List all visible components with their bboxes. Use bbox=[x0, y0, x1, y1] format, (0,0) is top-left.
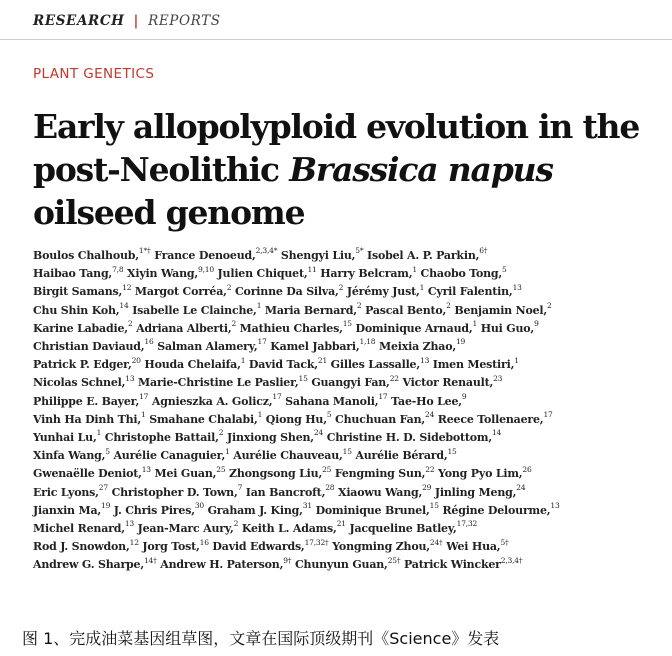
author-name[interactable]: Pascal Bento, bbox=[361, 303, 447, 317]
author-name[interactable]: Imen Mestiri, bbox=[429, 358, 515, 372]
author-affiliation: 24† bbox=[429, 537, 443, 547]
author-name[interactable]: Christopher D. Town, bbox=[107, 485, 238, 499]
author-affiliation: 14 bbox=[119, 300, 129, 310]
author-name[interactable]: Jean-Marc Aury, bbox=[134, 522, 234, 536]
author-affiliation: 19 bbox=[455, 337, 466, 347]
author-line bbox=[33, 320, 663, 338]
author-line bbox=[33, 411, 663, 429]
author-name[interactable]: Patrick Wincker bbox=[400, 558, 501, 572]
author-name[interactable]: Shengyi Liu, bbox=[277, 249, 356, 262]
author-name[interactable]: J. Chris Pires, bbox=[110, 503, 195, 517]
author-name[interactable]: Isobel A. P. Parkin, bbox=[363, 249, 480, 262]
header-divider bbox=[0, 39, 672, 40]
author-line bbox=[33, 465, 663, 483]
author-affiliation: 14† bbox=[143, 555, 157, 565]
author-name[interactable]: Jorg Tost, bbox=[138, 540, 200, 554]
author-affiliation: 5 bbox=[105, 446, 110, 456]
author-affiliation: 15 bbox=[447, 446, 457, 456]
author-affiliation: 17 bbox=[139, 391, 149, 401]
author-name[interactable]: Gilles Lassalle, bbox=[327, 358, 420, 372]
author-affiliation: 5† bbox=[500, 537, 509, 547]
author-line bbox=[33, 283, 663, 301]
author-name[interactable]: Eric Lyons, bbox=[33, 485, 99, 499]
author-name[interactable]: David Edwards, bbox=[208, 540, 305, 554]
author-affiliation: 1*† bbox=[138, 246, 151, 256]
subject-category: PLANT GENETICS bbox=[33, 66, 155, 82]
author-name[interactable]: France Denoeud, bbox=[150, 249, 256, 262]
author-affiliation: 1 bbox=[240, 355, 246, 365]
author-name[interactable]: Jacqueline Batley, bbox=[345, 522, 457, 536]
author-affiliation: 13 bbox=[550, 501, 560, 511]
author-affiliation: 21 bbox=[336, 519, 346, 529]
author-affiliation: 15 bbox=[342, 319, 352, 329]
author-name[interactable]: Mathieu Charles, bbox=[236, 321, 343, 335]
author-affiliation: 21 bbox=[317, 355, 328, 365]
author-line bbox=[33, 247, 663, 265]
author-name[interactable]: Cyril Falentin, bbox=[424, 285, 513, 299]
author-name[interactable]: Philippe E. Bayer, bbox=[33, 394, 140, 408]
author-line bbox=[33, 338, 663, 356]
author-name[interactable]: Christophe Battail, bbox=[101, 431, 219, 445]
author-name[interactable]: Dominique Arnaud, bbox=[351, 321, 473, 335]
author-name[interactable]: Patrick P. Edger, bbox=[33, 358, 132, 372]
author-affiliation: 26 bbox=[522, 464, 532, 474]
author-affiliation: 27 bbox=[98, 482, 108, 492]
author-affiliation: 16 bbox=[144, 337, 154, 347]
author-affiliation: 24 bbox=[425, 410, 435, 420]
author-name[interactable]: Julien Chiquet, bbox=[213, 267, 308, 281]
author-name[interactable]: Karine Labadie, bbox=[33, 321, 128, 335]
author-line bbox=[33, 520, 663, 538]
author-affiliation: 12 bbox=[122, 282, 132, 292]
author-affiliation: 1 bbox=[419, 282, 425, 292]
author-affiliation: 17 bbox=[378, 391, 388, 401]
author-name[interactable]: Yongming Zhou, bbox=[328, 540, 430, 554]
author-name[interactable]: Keith L. Adams, bbox=[238, 522, 337, 536]
author-affiliation: 2 bbox=[547, 300, 552, 310]
author-affiliation: 7 bbox=[237, 482, 243, 492]
author-name[interactable]: Yong Pyo Lim, bbox=[434, 467, 523, 481]
author-name[interactable]: Margot Corréa, bbox=[131, 285, 227, 299]
author-name[interactable]: Benjamin Noel, bbox=[450, 303, 548, 317]
author-name[interactable]: Smahane Chalabi, bbox=[145, 412, 258, 426]
author-name[interactable]: Isabelle Le Clainche, bbox=[128, 303, 257, 317]
author-name[interactable]: Aurélie Bérard, bbox=[351, 449, 448, 463]
figure-caption: 图 1、完成油菜基因组草图，文章在国际顶级期刊《Science》发表 bbox=[22, 629, 500, 648]
author-affiliation: 9,10 bbox=[198, 264, 214, 274]
title-line-2-prefix: post-Neolithic bbox=[33, 150, 290, 189]
author-name[interactable]: Chuchuan Fan, bbox=[331, 412, 426, 426]
author-name[interactable]: Jinxiong Shen, bbox=[223, 431, 314, 445]
author-name[interactable]: Dominique Brunel, bbox=[311, 503, 430, 517]
author-name[interactable]: Marie-Christine Le Paslier, bbox=[134, 376, 299, 390]
author-name[interactable]: Chu Shin Koh, bbox=[33, 303, 120, 317]
author-affiliation: 17 bbox=[257, 337, 267, 347]
author-name[interactable]: Nicolas Schnel, bbox=[33, 376, 126, 390]
author-affiliation: 5* bbox=[355, 246, 364, 256]
author-affiliation: 11 bbox=[307, 264, 317, 274]
author-name[interactable]: Reece Tollenaere, bbox=[434, 412, 544, 426]
author-affiliation: 14 bbox=[491, 428, 502, 438]
author-name[interactable]: Jianxin Ma, bbox=[33, 503, 102, 517]
author-affiliation: 17,32† bbox=[304, 537, 329, 547]
author-name[interactable]: Wei Hua, bbox=[442, 540, 501, 554]
author-name[interactable]: Christine H. D. Sidebottom, bbox=[323, 431, 492, 445]
author-name[interactable]: Adriana Alberti, bbox=[132, 321, 232, 335]
author-name[interactable]: Haibao Tang, bbox=[33, 267, 113, 281]
author-affiliation: 15 bbox=[429, 501, 439, 511]
author-affiliation: 17,32 bbox=[456, 519, 478, 529]
author-affiliation: 5 bbox=[326, 410, 332, 420]
author-name[interactable]: Victor Renault, bbox=[398, 376, 494, 390]
author-affiliation: 2 bbox=[231, 319, 237, 329]
author-name[interactable]: Corinne Da Silva, bbox=[231, 285, 339, 299]
author-affiliation: 12 bbox=[129, 537, 139, 547]
author-name[interactable]: Xiyin Wang, bbox=[123, 267, 198, 281]
author-line bbox=[33, 265, 663, 283]
author-name[interactable]: Graham J. King, bbox=[203, 503, 303, 517]
author-name[interactable]: Zhongsong Liu, bbox=[225, 467, 323, 481]
author-name[interactable]: Chaobo Tong, bbox=[416, 267, 503, 281]
article-title bbox=[33, 105, 658, 234]
author-line bbox=[33, 556, 663, 574]
author-name[interactable]: Fengming Sun, bbox=[331, 467, 426, 481]
author-affiliation: 6† bbox=[479, 246, 488, 256]
author-line bbox=[33, 356, 663, 374]
author-affiliation: 1 bbox=[141, 410, 146, 420]
author-affiliation: 17 bbox=[543, 410, 553, 420]
title-line-3: oilseed genome bbox=[33, 193, 305, 232]
title-line-1: Early allopolyploid evolution in the bbox=[33, 107, 640, 146]
author-name[interactable]: Aurélie Canaguier, bbox=[109, 449, 226, 463]
author-name[interactable]: Kamel Jabbari, bbox=[266, 340, 360, 354]
author-name[interactable]: Xiaowu Wang, bbox=[334, 485, 423, 499]
author-affiliation: 2 bbox=[233, 519, 239, 529]
author-affiliation: 1 bbox=[257, 410, 263, 420]
journal-section-header bbox=[33, 13, 221, 29]
author-name[interactable]: Jérémy Just, bbox=[343, 285, 420, 299]
author-name[interactable]: Hui Guo, bbox=[477, 321, 535, 335]
author-name[interactable]: Birgit Samans, bbox=[33, 285, 123, 299]
author-name[interactable]: Boulos Chalhoub, bbox=[33, 249, 139, 262]
author-affiliation: 7,8 bbox=[112, 264, 124, 274]
author-affiliation: 25 bbox=[216, 464, 226, 474]
author-affiliation: 2 bbox=[338, 282, 344, 292]
author-affiliation: 9† bbox=[283, 555, 292, 565]
author-affiliation: 2 bbox=[356, 300, 362, 310]
author-affiliation: 24 bbox=[516, 482, 526, 492]
author-affiliation: 31 bbox=[302, 501, 312, 511]
author-name[interactable]: Andrew H. Paterson, bbox=[156, 558, 284, 572]
author-name[interactable]: Andrew G. Sharpe, bbox=[33, 558, 144, 572]
author-line bbox=[33, 374, 663, 392]
author-name[interactable]: Guangyi Fan, bbox=[307, 376, 390, 390]
author-name[interactable]: Meixia Zhao, bbox=[375, 340, 456, 354]
author-name[interactable]: Mei Guan, bbox=[150, 467, 217, 481]
author-name[interactable]: David Tack, bbox=[245, 358, 318, 372]
author-line bbox=[33, 484, 663, 502]
author-affiliation: 1 bbox=[514, 355, 519, 365]
author-line bbox=[33, 429, 663, 447]
author-affiliation: 13 bbox=[141, 464, 151, 474]
author-name[interactable]: Jinling Meng, bbox=[431, 485, 517, 499]
author-affiliation: 1 bbox=[256, 300, 262, 310]
author-name[interactable]: Régine Delourme, bbox=[438, 503, 551, 517]
author-affiliation: 13 bbox=[512, 282, 522, 292]
author-affiliation: 16 bbox=[199, 537, 209, 547]
author-affiliation: 23 bbox=[493, 373, 503, 383]
author-affiliation: 2 bbox=[127, 319, 133, 329]
author-name[interactable]: Qiong Hu, bbox=[262, 412, 327, 426]
author-affiliation: 22 bbox=[425, 464, 435, 474]
author-affiliation: 24 bbox=[313, 428, 324, 438]
author-affiliation: 22 bbox=[389, 373, 399, 383]
article-type-label: REPORTS bbox=[148, 13, 221, 29]
author-name[interactable]: Harry Belcram, bbox=[316, 267, 413, 281]
author-affiliation: 13 bbox=[125, 373, 135, 383]
author-affiliation: 2 bbox=[446, 300, 451, 310]
author-name[interactable]: Maria Bernard, bbox=[261, 303, 357, 317]
author-affiliation: 15 bbox=[298, 373, 308, 383]
author-name[interactable]: Agnieszka A. Golicz, bbox=[148, 394, 273, 408]
author-line bbox=[33, 302, 663, 320]
author-name[interactable]: Ian Bancroft, bbox=[242, 485, 326, 499]
author-affiliation: 9 bbox=[461, 391, 467, 401]
author-affiliation: 2,3,4* bbox=[255, 246, 278, 256]
author-affiliation: 28 bbox=[325, 482, 335, 492]
author-name[interactable]: Xinfa Wang, bbox=[33, 449, 106, 463]
author-name[interactable]: Aurélie Chauveau, bbox=[229, 449, 343, 463]
section-label: RESEARCH bbox=[33, 13, 125, 29]
author-affiliation: 2 bbox=[226, 282, 232, 292]
section-separator: | bbox=[133, 13, 140, 29]
author-affiliation: 20 bbox=[131, 355, 141, 365]
author-name[interactable]: Vinh Ha Dinh Thi, bbox=[33, 412, 142, 426]
author-affiliation: 2 bbox=[218, 428, 224, 438]
author-name[interactable]: Michel Renard, bbox=[33, 522, 125, 536]
author-name[interactable]: Christian Daviaud, bbox=[33, 340, 145, 354]
author-affiliation: 1 bbox=[225, 446, 230, 456]
author-affiliation: 19 bbox=[101, 501, 111, 511]
author-name[interactable]: Gwenaëlle Deniot, bbox=[33, 467, 142, 481]
author-affiliation: 1 bbox=[472, 319, 478, 329]
author-affiliation: 1 bbox=[412, 264, 417, 274]
author-name[interactable]: Salman Alamery, bbox=[153, 340, 258, 354]
author-line bbox=[33, 502, 663, 520]
author-name[interactable]: Sahana Manoli, bbox=[281, 394, 379, 408]
author-affiliation: 9 bbox=[534, 319, 539, 329]
author-affiliation: 17 bbox=[272, 391, 282, 401]
author-list bbox=[33, 247, 663, 575]
author-name[interactable]: Chunyun Guan, bbox=[291, 558, 388, 572]
author-affiliation: 1 bbox=[96, 428, 102, 438]
author-affiliation: 5 bbox=[502, 264, 507, 274]
author-line bbox=[33, 447, 663, 465]
author-affiliation: 15 bbox=[342, 446, 352, 456]
author-line bbox=[33, 538, 663, 556]
author-affiliation: 25† bbox=[387, 555, 401, 565]
author-line bbox=[33, 393, 663, 411]
author-affiliation: 13 bbox=[420, 355, 430, 365]
author-affiliation: 2,3,4† bbox=[500, 555, 523, 565]
author-name[interactable]: Tae-Ho Lee, bbox=[387, 394, 462, 408]
title-species-name: Brassica napus bbox=[289, 150, 553, 189]
author-name[interactable]: Rod J. Snowdon, bbox=[33, 540, 130, 554]
author-name[interactable]: Yunhai Lu, bbox=[33, 431, 97, 445]
author-affiliation: 25 bbox=[322, 464, 332, 474]
author-affiliation: 1,18 bbox=[359, 337, 376, 347]
author-affiliation: 29 bbox=[422, 482, 432, 492]
author-affiliation: 13 bbox=[124, 519, 134, 529]
author-name[interactable]: Houda Chelaifa, bbox=[140, 358, 241, 372]
author-affiliation: 30 bbox=[194, 501, 204, 511]
